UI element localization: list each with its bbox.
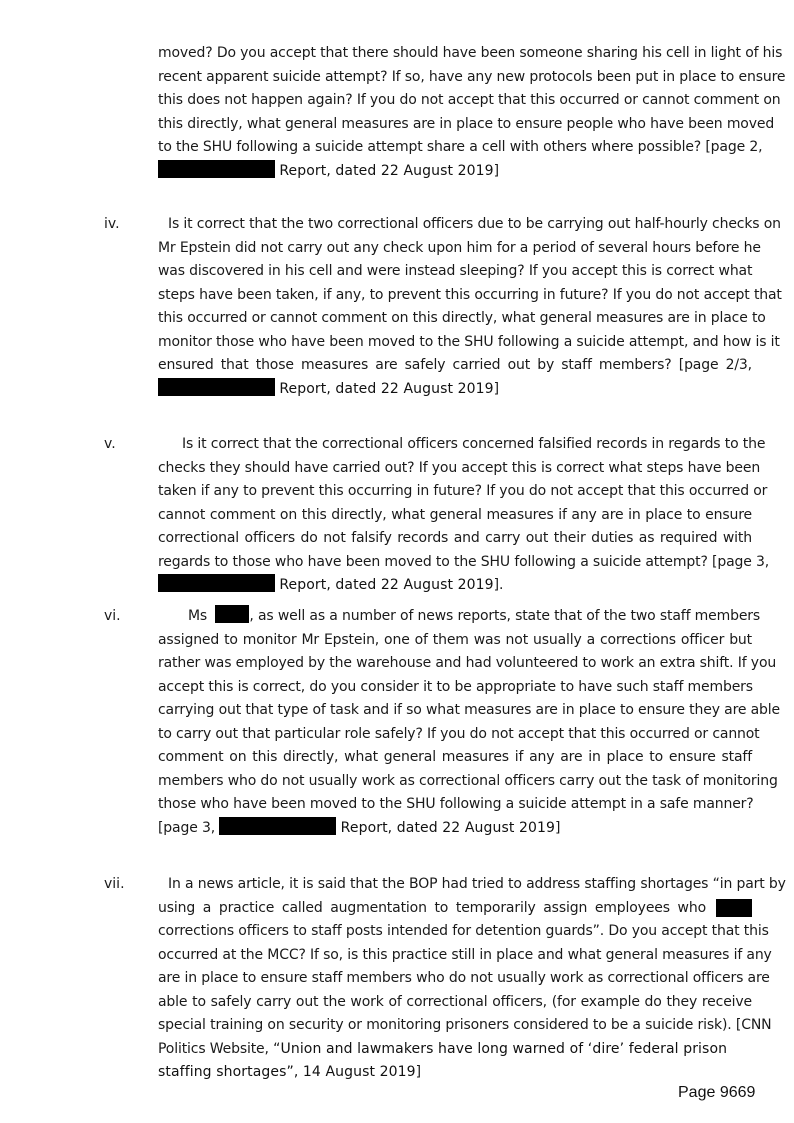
paragraph-line	[158, 605, 761, 629]
paragraph-line: this occurred or cannot comment on this directly, what general measures are in place to	[158, 310, 766, 326]
paragraph-line: to carry out that particular role safely? If you do not accept that this occurred or cannot	[158, 725, 760, 742]
citation-line	[158, 1061, 752, 1085]
paragraph-line: ensured that those measures are safely carried out by staff members? [page 2/3,	[158, 357, 752, 373]
paragraph-line: regards to those who have been moved to the SHU following a suicide attempt? [page 3,	[158, 553, 770, 570]
item-number: vi.	[104, 608, 121, 624]
citation-title: Report, dated 22 August 2019	[279, 380, 494, 397]
paragraph-line: special training on security or monitoring prisoners considered to be a suicide risk). [CNN	[158, 1017, 772, 1033]
paragraph-line: checks they should have carried out? If you accept this is correct what steps have been	[158, 459, 761, 476]
paragraph-line: accept this is correct, do you consider it to be appropriate to have such staff members	[158, 678, 753, 695]
redaction-box	[158, 574, 275, 592]
citation-end: ]	[493, 380, 499, 397]
citation-end: ]	[555, 819, 561, 836]
page-number: Page 9669	[678, 1084, 756, 1101]
citation-line	[158, 160, 752, 184]
citation-end: ].	[493, 577, 504, 593]
citation-title: Report, dated 22 August 2019	[279, 162, 494, 179]
paragraph-line: Mr Epstein did not carry out any check upon him for a period of several hours before he	[158, 239, 761, 256]
paragraph-line	[158, 897, 752, 921]
paragraph-line: taken if any to prevent this occurring in future? If you do not accept that this occurred or	[158, 483, 768, 499]
paragraph-line: cannot comment on this directly, what general measures if any are in place to ensure	[158, 506, 752, 523]
citation-end: ]	[493, 162, 499, 179]
paragraph-line: assigned to monitor Mr Epstein, one of them was not usually a corrections officer but	[158, 631, 752, 648]
item-number: vii.	[104, 876, 125, 892]
redaction-box	[716, 899, 752, 917]
redaction-box	[219, 817, 336, 835]
paragraph-line: this does not happen again? If you do not accept that this occurred or cannot comment on	[158, 92, 781, 108]
paragraph-line: members who do not usually work as correctional officers carry out the task of monitoring	[158, 772, 778, 789]
paragraph-line: carrying out that type of task and if so what measures are in place to ensure they are able	[158, 702, 780, 718]
paragraph-line: to the SHU following a suicide attempt share a cell with others where possible? [page 2,	[158, 139, 763, 155]
paragraph-line: recent apparent suicide attempt? If so, have any new protocols been put in place to ensure	[158, 68, 786, 85]
item-vi	[158, 605, 780, 840]
paragraph-line: was discovered in his cell and were instead sleeping? If you accept this is correct what	[158, 263, 753, 279]
citation-line	[158, 574, 752, 598]
paragraph-line: this directly, what general measures are in place to ensure people who have been moved	[158, 115, 775, 132]
citation-title: staffing shortages”, 14 August 2019	[158, 1064, 416, 1080]
citation-line	[158, 817, 752, 841]
paragraph-line: comment on this directly, what general measures if any are in place to ensure staff	[158, 749, 752, 765]
redaction-box	[158, 378, 275, 396]
item-vii	[158, 873, 786, 1085]
item-v	[158, 433, 770, 598]
paragraph-line: steps have been taken, if any, to prevent this occurring in future? If you do not accept that	[158, 286, 782, 303]
paragraph-line: rather was employed by the warehouse and had volunteered to work an extra shift. If you	[158, 655, 777, 671]
paragraph-line: correctional officers do not falsify records and carry out their duties as required with	[158, 530, 752, 546]
paragraph-line: those who have been moved to the SHU following a suicide attempt in a safe manner?	[158, 796, 754, 812]
citation-title: Report, dated 22 August 2019	[340, 819, 556, 836]
paragraph-line: able to safely carry out the work of correctional officers, (for example do they receive	[158, 993, 752, 1010]
paragraph-line: occurred at the MCC? If so, is this practice still in place and what general measures if any	[158, 946, 772, 963]
paragraph-line: corrections officers to staff posts intended for detention guards”. Do you accept that this	[158, 923, 769, 939]
item-number: v.	[104, 436, 116, 452]
paragraph-line: moved? Do you accept that there should have been someone sharing his cell in light of his	[158, 45, 783, 61]
item-iv	[158, 213, 782, 401]
paragraph-line: Is it correct that the two correctional officers due to be carrying out half-hourly checks on	[168, 216, 781, 232]
redaction-box	[215, 605, 249, 623]
paragraph-line: Is it correct that the correctional officers concerned falsified records in regards to the	[182, 436, 766, 452]
citation-title: “Union and lawmakers have long warned of ‘dire’ federal prison	[273, 1040, 728, 1057]
citation-line	[158, 1038, 752, 1062]
paragraph-line: are in place to ensure staff members who do not usually work as correctional officers are	[158, 970, 770, 986]
paragraph-text: using a practice called augmentation to temporarily assign employees who	[158, 899, 706, 916]
citation-title: Report, dated 22 August 2019	[279, 577, 494, 593]
citation-end: ]	[415, 1064, 421, 1080]
paragraph-text: [page 3,	[158, 819, 216, 836]
item-iii-continued	[158, 42, 786, 183]
paragraph-line: In a news article, it is said that the BOP had tried to address staffing shortages “in part by	[168, 876, 786, 892]
item-number: iv.	[104, 216, 120, 232]
redaction-box	[158, 160, 275, 178]
paragraph-text: , as well as a number of news reports, state that of the two staff members	[249, 608, 761, 624]
citation-line	[158, 378, 752, 402]
paragraph-text: Politics Website,	[158, 1040, 269, 1057]
paragraph-line: monitor those who have been moved to the SHU following a suicide attempt, and how is it	[158, 333, 780, 350]
paragraph-text: Ms	[188, 608, 208, 624]
